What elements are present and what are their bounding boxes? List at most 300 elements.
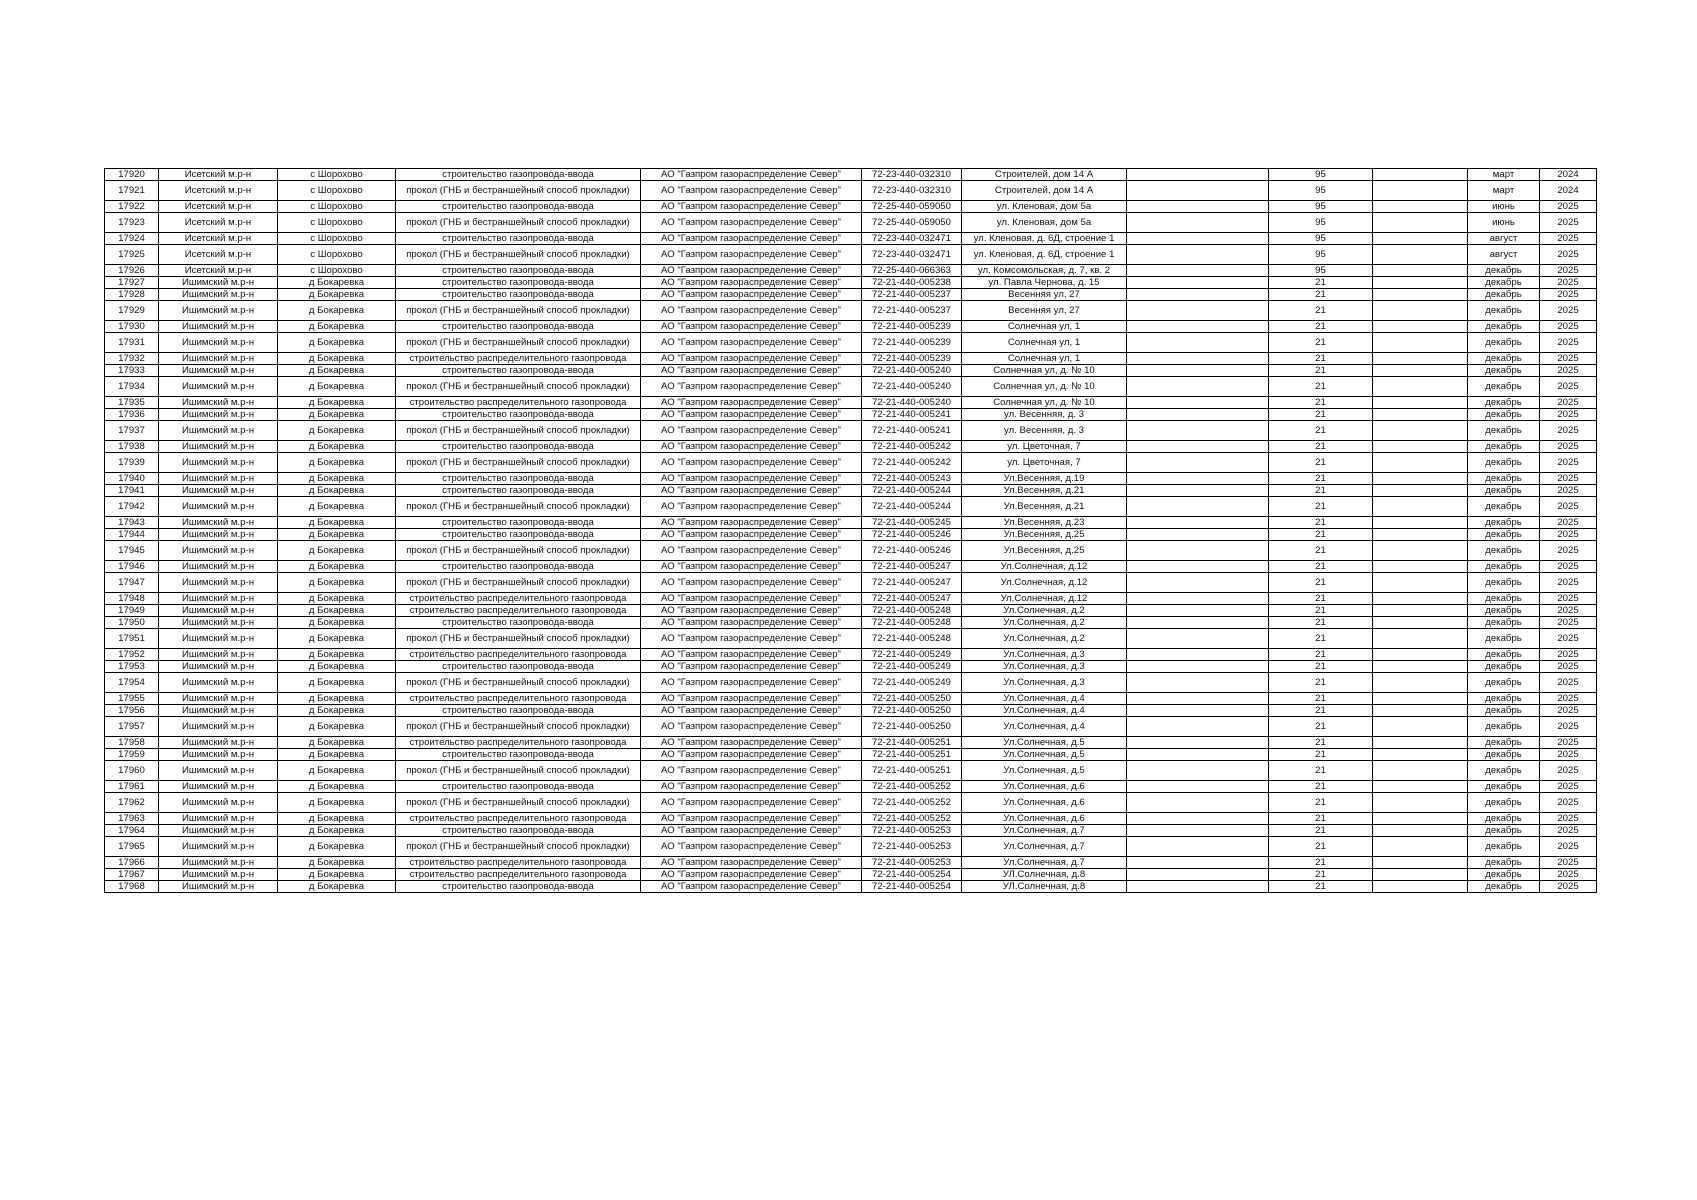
object-code-cell: 72-21-440-005251: [862, 749, 962, 761]
settlement-cell: д Бокаревка: [278, 277, 396, 289]
object-code-cell: 72-21-440-005248: [862, 629, 962, 649]
empty-cell: [1127, 201, 1269, 213]
distance-cell: 21: [1269, 857, 1373, 869]
empty-cell: [1373, 825, 1468, 837]
work-type-cell: прокол (ГНБ и бестраншейный способ прокладки): [396, 453, 641, 473]
year-cell: 2025: [1540, 561, 1597, 573]
object-code-cell: 72-21-440-005251: [862, 737, 962, 749]
empty-cell: [1373, 693, 1468, 705]
empty-cell: [1127, 181, 1269, 201]
month-cell: декабрь: [1468, 365, 1540, 377]
settlement-cell: д Бокаревка: [278, 289, 396, 301]
row-number-cell: 17968: [105, 881, 159, 893]
month-cell: декабрь: [1468, 781, 1540, 793]
work-type-cell: строительство распределительного газопровода: [396, 693, 641, 705]
settlement-cell: д Бокаревка: [278, 869, 396, 881]
row-number-cell: 17952: [105, 649, 159, 661]
district-cell: Ишимский м.р-н: [159, 617, 278, 629]
object-code-cell: 72-21-440-005252: [862, 793, 962, 813]
address-cell: Ул.Солнечная, д.5: [962, 737, 1127, 749]
settlement-cell: д Бокаревка: [278, 485, 396, 497]
year-cell: 2025: [1540, 453, 1597, 473]
organization-cell: АО "Газпром газораспределение Север": [641, 517, 862, 529]
organization-cell: АО "Газпром газораспределение Север": [641, 497, 862, 517]
distance-cell: 21: [1269, 673, 1373, 693]
row-number-cell: 17958: [105, 737, 159, 749]
district-cell: Ишимский м.р-н: [159, 485, 278, 497]
settlement-cell: д Бокаревка: [278, 541, 396, 561]
settlement-cell: д Бокаревка: [278, 353, 396, 365]
empty-cell: [1373, 705, 1468, 717]
year-cell: 2025: [1540, 857, 1597, 869]
month-cell: декабрь: [1468, 593, 1540, 605]
table-row: [105, 169, 1597, 181]
distance-cell: 21: [1269, 793, 1373, 813]
empty-cell: [1373, 517, 1468, 529]
organization-cell: АО "Газпром газораспределение Север": [641, 705, 862, 717]
empty-cell: [1127, 837, 1269, 857]
empty-cell: [1127, 265, 1269, 277]
work-type-cell: строительство газопровода-ввода: [396, 705, 641, 717]
object-code-cell: 72-21-440-005245: [862, 517, 962, 529]
address-cell: ул. Весенняя, д. 3: [962, 421, 1127, 441]
address-cell: Ул.Солнечная, д.3: [962, 661, 1127, 673]
organization-cell: АО "Газпром газораспределение Север": [641, 529, 862, 541]
work-type-cell: строительство распределительного газопровода: [396, 353, 641, 365]
empty-cell: [1373, 365, 1468, 377]
empty-cell: [1127, 705, 1269, 717]
address-cell: Строителей, дом 14 А: [962, 181, 1127, 201]
settlement-cell: д Бокаревка: [278, 453, 396, 473]
organization-cell: АО "Газпром газораспределение Север": [641, 201, 862, 213]
object-code-cell: 72-21-440-005240: [862, 377, 962, 397]
empty-cell: [1373, 201, 1468, 213]
table-row: [105, 409, 1597, 421]
organization-cell: АО "Газпром газораспределение Север": [641, 473, 862, 485]
address-cell: Ул.Весенняя, д.21: [962, 485, 1127, 497]
district-cell: Ишимский м.р-н: [159, 561, 278, 573]
month-cell: декабрь: [1468, 301, 1540, 321]
address-cell: Солнечная ул, д. № 10: [962, 397, 1127, 409]
work-type-cell: прокол (ГНБ и бестраншейный способ прокладки): [396, 497, 641, 517]
address-cell: ул. Цветочная, 7: [962, 453, 1127, 473]
empty-cell: [1127, 813, 1269, 825]
district-cell: Ишимский м.р-н: [159, 673, 278, 693]
empty-cell: [1373, 333, 1468, 353]
address-cell: Ул.Солнечная, д.12: [962, 561, 1127, 573]
object-code-cell: 72-23-440-032310: [862, 169, 962, 181]
object-code-cell: 72-21-440-005254: [862, 869, 962, 881]
work-type-cell: строительство газопровода-ввода: [396, 289, 641, 301]
district-cell: Ишимский м.р-н: [159, 825, 278, 837]
work-type-cell: строительство распределительного газопровода: [396, 397, 641, 409]
empty-cell: [1373, 473, 1468, 485]
work-type-cell: прокол (ГНБ и бестраншейный способ прокладки): [396, 541, 641, 561]
empty-cell: [1373, 781, 1468, 793]
empty-cell: [1127, 749, 1269, 761]
district-cell: Ишимский м.р-н: [159, 289, 278, 301]
month-cell: декабрь: [1468, 529, 1540, 541]
settlement-cell: д Бокаревка: [278, 605, 396, 617]
work-type-cell: строительство газопровода-ввода: [396, 409, 641, 421]
object-code-cell: 72-21-440-005247: [862, 573, 962, 593]
work-type-cell: строительство газопровода-ввода: [396, 365, 641, 377]
year-cell: 2025: [1540, 837, 1597, 857]
district-cell: Исетский м.р-н: [159, 169, 278, 181]
empty-cell: [1373, 737, 1468, 749]
row-number-cell: 17949: [105, 605, 159, 617]
settlement-cell: д Бокаревка: [278, 737, 396, 749]
empty-cell: [1127, 617, 1269, 629]
object-code-cell: 72-25-440-059050: [862, 213, 962, 233]
distance-cell: 21: [1269, 277, 1373, 289]
table-row: [105, 705, 1597, 717]
work-type-cell: строительство газопровода-ввода: [396, 169, 641, 181]
distance-cell: 21: [1269, 705, 1373, 717]
distance-cell: 21: [1269, 717, 1373, 737]
object-code-cell: 72-21-440-005248: [862, 617, 962, 629]
object-code-cell: 72-21-440-005247: [862, 561, 962, 573]
settlement-cell: д Бокаревка: [278, 421, 396, 441]
empty-cell: [1373, 233, 1468, 245]
address-cell: Ул.Солнечная, д.5: [962, 761, 1127, 781]
empty-cell: [1127, 289, 1269, 301]
row-number-cell: 17929: [105, 301, 159, 321]
empty-cell: [1373, 289, 1468, 301]
distance-cell: 21: [1269, 517, 1373, 529]
empty-cell: [1373, 377, 1468, 397]
work-type-cell: прокол (ГНБ и бестраншейный способ прокладки): [396, 793, 641, 813]
distance-cell: 95: [1269, 233, 1373, 245]
month-cell: декабрь: [1468, 717, 1540, 737]
district-cell: Ишимский м.р-н: [159, 605, 278, 617]
address-cell: Ул.Солнечная, д.4: [962, 717, 1127, 737]
empty-cell: [1127, 649, 1269, 661]
work-type-cell: строительство газопровода-ввода: [396, 617, 641, 629]
year-cell: 2025: [1540, 781, 1597, 793]
address-cell: Ул.Весенняя, д.21: [962, 497, 1127, 517]
row-number-cell: 17964: [105, 825, 159, 837]
data-table: [104, 168, 1597, 893]
organization-cell: АО "Газпром газораспределение Север": [641, 213, 862, 233]
year-cell: 2025: [1540, 201, 1597, 213]
month-cell: декабрь: [1468, 277, 1540, 289]
empty-cell: [1373, 397, 1468, 409]
table-row: [105, 181, 1597, 201]
empty-cell: [1373, 245, 1468, 265]
row-number-cell: 17933: [105, 365, 159, 377]
empty-cell: [1127, 737, 1269, 749]
empty-cell: [1127, 233, 1269, 245]
distance-cell: 21: [1269, 289, 1373, 301]
empty-cell: [1127, 277, 1269, 289]
empty-cell: [1373, 761, 1468, 781]
empty-cell: [1127, 561, 1269, 573]
table-row: [105, 397, 1597, 409]
month-cell: декабрь: [1468, 377, 1540, 397]
object-code-cell: 72-21-440-005240: [862, 365, 962, 377]
row-number-cell: 17934: [105, 377, 159, 397]
empty-cell: [1373, 649, 1468, 661]
empty-cell: [1127, 573, 1269, 593]
settlement-cell: д Бокаревка: [278, 409, 396, 421]
row-number-cell: 17960: [105, 761, 159, 781]
distance-cell: 21: [1269, 661, 1373, 673]
month-cell: декабрь: [1468, 629, 1540, 649]
empty-cell: [1373, 181, 1468, 201]
organization-cell: АО "Газпром газораспределение Север": [641, 717, 862, 737]
address-cell: Солнечная ул, д. № 10: [962, 365, 1127, 377]
settlement-cell: с Шорохово: [278, 233, 396, 245]
address-cell: Солнечная ул, 1: [962, 353, 1127, 365]
year-cell: 2025: [1540, 497, 1597, 517]
work-type-cell: строительство газопровода-ввода: [396, 561, 641, 573]
work-type-cell: строительство распределительного газопровода: [396, 869, 641, 881]
organization-cell: АО "Газпром газораспределение Север": [641, 561, 862, 573]
row-number-cell: 17930: [105, 321, 159, 333]
month-cell: декабрь: [1468, 761, 1540, 781]
row-number-cell: 17943: [105, 517, 159, 529]
distance-cell: 21: [1269, 365, 1373, 377]
table-row: [105, 605, 1597, 617]
district-cell: Ишимский м.р-н: [159, 705, 278, 717]
year-cell: 2025: [1540, 517, 1597, 529]
year-cell: 2025: [1540, 825, 1597, 837]
row-number-cell: 17947: [105, 573, 159, 593]
year-cell: 2025: [1540, 441, 1597, 453]
settlement-cell: д Бокаревка: [278, 517, 396, 529]
month-cell: декабрь: [1468, 409, 1540, 421]
work-type-cell: прокол (ГНБ и бестраншейный способ прокладки): [396, 333, 641, 353]
organization-cell: АО "Газпром газораспределение Север": [641, 629, 862, 649]
address-cell: УЛ.Солнечная, д.8: [962, 869, 1127, 881]
object-code-cell: 72-21-440-005247: [862, 593, 962, 605]
distance-cell: 21: [1269, 593, 1373, 605]
distance-cell: 21: [1269, 541, 1373, 561]
empty-cell: [1373, 441, 1468, 453]
organization-cell: АО "Газпром газораспределение Север": [641, 825, 862, 837]
object-code-cell: 72-23-440-032471: [862, 233, 962, 245]
address-cell: ул. Цветочная, 7: [962, 441, 1127, 453]
address-cell: ул. Кленовая, д. 6Д, строение 1: [962, 233, 1127, 245]
table-row: [105, 617, 1597, 629]
address-cell: Ул.Солнечная, д.7: [962, 837, 1127, 857]
distance-cell: 21: [1269, 377, 1373, 397]
row-number-cell: 17923: [105, 213, 159, 233]
year-cell: 2025: [1540, 473, 1597, 485]
month-cell: декабрь: [1468, 661, 1540, 673]
row-number-cell: 17959: [105, 749, 159, 761]
year-cell: 2025: [1540, 233, 1597, 245]
empty-cell: [1127, 213, 1269, 233]
district-cell: Ишимский м.р-н: [159, 869, 278, 881]
address-cell: Ул.Весенняя, д.23: [962, 517, 1127, 529]
work-type-cell: прокол (ГНБ и бестраншейный способ прокладки): [396, 673, 641, 693]
row-number-cell: 17921: [105, 181, 159, 201]
year-cell: 2025: [1540, 593, 1597, 605]
empty-cell: [1127, 497, 1269, 517]
empty-cell: [1127, 541, 1269, 561]
organization-cell: АО "Газпром газораспределение Север": [641, 541, 862, 561]
row-number-cell: 17931: [105, 333, 159, 353]
address-cell: Ул.Солнечная, д.4: [962, 693, 1127, 705]
month-cell: декабрь: [1468, 869, 1540, 881]
year-cell: 2025: [1540, 749, 1597, 761]
empty-cell: [1373, 301, 1468, 321]
month-cell: декабрь: [1468, 705, 1540, 717]
month-cell: декабрь: [1468, 813, 1540, 825]
work-type-cell: строительство газопровода-ввода: [396, 881, 641, 893]
organization-cell: АО "Газпром газораспределение Север": [641, 245, 862, 265]
work-type-cell: строительство газопровода-ввода: [396, 201, 641, 213]
district-cell: Ишимский м.р-н: [159, 453, 278, 473]
year-cell: 2025: [1540, 541, 1597, 561]
month-cell: март: [1468, 169, 1540, 181]
distance-cell: 95: [1269, 213, 1373, 233]
table-row: [105, 661, 1597, 673]
district-cell: Ишимский м.р-н: [159, 737, 278, 749]
settlement-cell: с Шорохово: [278, 213, 396, 233]
row-number-cell: 17945: [105, 541, 159, 561]
organization-cell: АО "Газпром газораспределение Север": [641, 409, 862, 421]
organization-cell: АО "Газпром газораспределение Север": [641, 881, 862, 893]
year-cell: 2025: [1540, 717, 1597, 737]
object-code-cell: 72-21-440-005241: [862, 421, 962, 441]
empty-cell: [1127, 169, 1269, 181]
organization-cell: АО "Газпром газораспределение Север": [641, 593, 862, 605]
empty-cell: [1373, 793, 1468, 813]
month-cell: декабрь: [1468, 737, 1540, 749]
organization-cell: АО "Газпром газораспределение Север": [641, 441, 862, 453]
table-row: [105, 825, 1597, 837]
address-cell: Ул.Солнечная, д.2: [962, 629, 1127, 649]
distance-cell: 21: [1269, 749, 1373, 761]
district-cell: Исетский м.р-н: [159, 245, 278, 265]
organization-cell: АО "Газпром газораспределение Север": [641, 485, 862, 497]
address-cell: Солнечная ул, д. № 10: [962, 377, 1127, 397]
month-cell: декабрь: [1468, 321, 1540, 333]
row-number-cell: 17938: [105, 441, 159, 453]
year-cell: 2025: [1540, 321, 1597, 333]
work-type-cell: прокол (ГНБ и бестраншейный способ прокладки): [396, 421, 641, 441]
empty-cell: [1373, 321, 1468, 333]
month-cell: декабрь: [1468, 693, 1540, 705]
object-code-cell: 72-21-440-005248: [862, 605, 962, 617]
empty-cell: [1127, 593, 1269, 605]
district-cell: Ишимский м.р-н: [159, 321, 278, 333]
empty-cell: [1127, 781, 1269, 793]
district-cell: Ишимский м.р-н: [159, 517, 278, 529]
year-cell: 2025: [1540, 629, 1597, 649]
empty-cell: [1373, 169, 1468, 181]
distance-cell: 21: [1269, 881, 1373, 893]
object-code-cell: 72-21-440-005239: [862, 333, 962, 353]
object-code-cell: 72-21-440-005250: [862, 693, 962, 705]
empty-cell: [1373, 541, 1468, 561]
row-number-cell: 17965: [105, 837, 159, 857]
table-row: [105, 693, 1597, 705]
district-cell: Ишимский м.р-н: [159, 693, 278, 705]
address-cell: Солнечная ул, 1: [962, 333, 1127, 353]
empty-cell: [1127, 717, 1269, 737]
organization-cell: АО "Газпром газораспределение Север": [641, 377, 862, 397]
district-cell: Исетский м.р-н: [159, 213, 278, 233]
district-cell: Ишимский м.р-н: [159, 881, 278, 893]
table-row: [105, 717, 1597, 737]
district-cell: Ишимский м.р-н: [159, 649, 278, 661]
work-type-cell: строительство распределительного газопровода: [396, 857, 641, 869]
year-cell: 2025: [1540, 377, 1597, 397]
month-cell: декабрь: [1468, 473, 1540, 485]
year-cell: 2025: [1540, 573, 1597, 593]
table-row: [105, 673, 1597, 693]
address-cell: ул. Павла Чернова, д. 15: [962, 277, 1127, 289]
empty-cell: [1127, 825, 1269, 837]
table-row: [105, 333, 1597, 353]
row-number-cell: 17939: [105, 453, 159, 473]
object-code-cell: 72-21-440-005253: [862, 825, 962, 837]
object-code-cell: 72-23-440-032310: [862, 181, 962, 201]
organization-cell: АО "Газпром газораспределение Север": [641, 353, 862, 365]
district-cell: Ишимский м.р-н: [159, 593, 278, 605]
distance-cell: 21: [1269, 333, 1373, 353]
empty-cell: [1373, 453, 1468, 473]
address-cell: ул. Комсомольская, д. 7, кв. 2: [962, 265, 1127, 277]
month-cell: декабрь: [1468, 825, 1540, 837]
row-number-cell: 17946: [105, 561, 159, 573]
year-cell: 2025: [1540, 421, 1597, 441]
empty-cell: [1373, 869, 1468, 881]
row-number-cell: 17955: [105, 693, 159, 705]
distance-cell: 21: [1269, 813, 1373, 825]
distance-cell: 21: [1269, 561, 1373, 573]
district-cell: Ишимский м.р-н: [159, 813, 278, 825]
year-cell: 2025: [1540, 409, 1597, 421]
empty-cell: [1373, 673, 1468, 693]
object-code-cell: 72-21-440-005254: [862, 881, 962, 893]
work-type-cell: строительство газопровода-ввода: [396, 661, 641, 673]
work-type-cell: строительство газопровода-ввода: [396, 749, 641, 761]
settlement-cell: д Бокаревка: [278, 529, 396, 541]
distance-cell: 95: [1269, 265, 1373, 277]
organization-cell: АО "Газпром газораспределение Север": [641, 837, 862, 857]
year-cell: 2025: [1540, 869, 1597, 881]
table-row: [105, 497, 1597, 517]
distance-cell: 21: [1269, 837, 1373, 857]
empty-cell: [1373, 485, 1468, 497]
settlement-cell: д Бокаревка: [278, 377, 396, 397]
object-code-cell: 72-25-440-066363: [862, 265, 962, 277]
distance-cell: 21: [1269, 529, 1373, 541]
distance-cell: 21: [1269, 825, 1373, 837]
organization-cell: АО "Газпром газораспределение Север": [641, 737, 862, 749]
address-cell: Ул.Солнечная, д.3: [962, 673, 1127, 693]
table-row: [105, 377, 1597, 397]
empty-cell: [1373, 857, 1468, 869]
row-number-cell: 17957: [105, 717, 159, 737]
address-cell: УЛ.Солнечная, д.8: [962, 881, 1127, 893]
settlement-cell: д Бокаревка: [278, 301, 396, 321]
table-row: [105, 737, 1597, 749]
address-cell: Строителей, дом 14 А: [962, 169, 1127, 181]
empty-cell: [1373, 497, 1468, 517]
row-number-cell: 17961: [105, 781, 159, 793]
district-cell: Ишимский м.р-н: [159, 629, 278, 649]
year-cell: 2025: [1540, 529, 1597, 541]
year-cell: 2025: [1540, 213, 1597, 233]
work-type-cell: прокол (ГНБ и бестраншейный способ прокладки): [396, 717, 641, 737]
distance-cell: 21: [1269, 617, 1373, 629]
